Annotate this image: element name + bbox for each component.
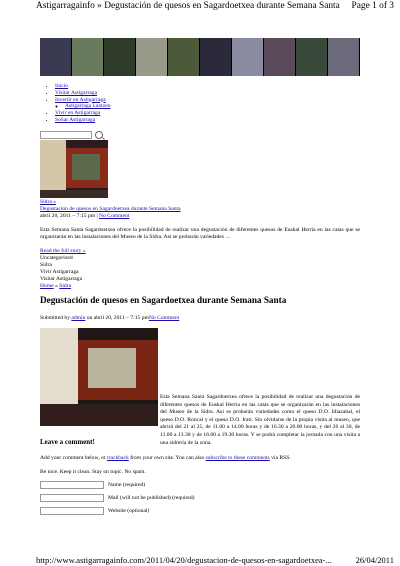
nav-submenu <box>55 103 111 110</box>
teaser-meta <box>40 213 129 220</box>
name-field[interactable] <box>40 481 104 489</box>
nav-item-inicio[interactable] <box>55 83 111 90</box>
breadcrumb-sep: » <box>53 283 60 289</box>
mail-label: Mail (will not be published) (required) <box>108 495 195 501</box>
teaser-title-link[interactable]: Degustación de quesos en Sagardoetxea durante Semana Santa <box>40 206 181 212</box>
category-visitar: Visitar Astigarraga <box>40 276 83 282</box>
article-meta <box>40 315 179 321</box>
nav-item-invertir[interactable] <box>55 97 111 111</box>
comment-rules: Be nice. Keep it clean. Stay on topic. No spam. <box>40 469 146 475</box>
banner-photo <box>104 38 136 76</box>
teaser-title <box>40 206 181 213</box>
comments-intro-text: Add your comment below, or <box>40 455 108 461</box>
header-title: Astigarragainfo » Degustación de quesos en Sagardoetxea durante Semana Santa <box>36 1 340 11</box>
website-label: Website (optional) <box>108 508 150 514</box>
nav-link[interactable]: Astigarraga Lantzen <box>65 103 111 110</box>
page-number: Page 1 of 3 <box>351 1 394 11</box>
mail-field[interactable] <box>40 494 104 502</box>
website-row <box>40 507 149 515</box>
banner-photo <box>296 38 328 76</box>
breadcrumb <box>40 283 71 290</box>
search-form <box>40 131 103 139</box>
subscribe-link[interactable]: subscribe to these comments <box>205 455 270 461</box>
mail-row <box>40 494 195 502</box>
comments-intro-text: from your own site. You can also <box>128 455 206 461</box>
teaser-category <box>40 199 56 206</box>
nav-link[interactable]: Inicio <box>55 83 69 89</box>
nav-link[interactable]: Vivir en Astigarraga <box>55 110 101 117</box>
nav-item-sonar[interactable] <box>55 117 111 124</box>
print-footer <box>36 555 394 565</box>
print-header <box>0 0 400 12</box>
banner-photo <box>136 38 168 76</box>
category-vivir: Vivir Astigarraga <box>40 269 79 275</box>
category-link[interactable]: Sidra » <box>40 199 57 205</box>
banner-photo <box>328 38 360 76</box>
banner-photo <box>200 38 232 76</box>
teaser-date: abril 20, 2011 – 7:15 pm | <box>40 213 98 219</box>
teaser-thumbnail[interactable] <box>40 140 108 198</box>
footer-date: 26/04/2011 <box>355 555 394 565</box>
comments-heading: Leave a comment! <box>40 438 95 446</box>
teaser-excerpt: Esta Semana Santa Sagardoetxea ofrece la posibilidad de realizar una degustación de diferentes quesos de Euskal Herria en las catas que se organizarán en las instalaciones del Museo de la Sidra. Así se probarán variedades … <box>40 227 360 240</box>
category-uncategorized: Uncategorized <box>40 255 73 261</box>
trackback-link[interactable]: trackback <box>107 455 129 461</box>
banner-photo <box>72 38 104 76</box>
read-more <box>40 248 86 255</box>
banner-photo <box>264 38 296 76</box>
search-icon[interactable] <box>95 131 103 139</box>
article-comment-link[interactable]: No Comment <box>148 315 180 321</box>
breadcrumb-current[interactable]: Sidra <box>59 283 72 289</box>
teaser-comment-link[interactable]: No Comment <box>99 213 130 219</box>
comments-intro-text: via RSS. <box>269 455 291 461</box>
submitted-date: on abril 20, 2011 – 7:15 pm <box>85 315 149 321</box>
banner-photo <box>232 38 264 76</box>
nav-item-visitar[interactable] <box>55 90 111 97</box>
banner-photo <box>40 38 72 76</box>
nav-link[interactable]: Soñar Astigarraga <box>55 116 96 123</box>
name-row <box>40 481 145 489</box>
nav-item-vivir[interactable] <box>55 110 111 117</box>
website-field[interactable] <box>40 507 104 515</box>
name-label: Name (required) <box>108 482 146 488</box>
comments-intro <box>40 455 291 462</box>
article-paragraph: Esta Semana Santa Sagardoetxea ofrece la posibilidad de realizar una degustación de diferentes quesos de Euskal Herria en las catas que se organizarán en las instalaciones del Museo de la Sidra. Así se probarán variedades como el queso D.O. Idiazabal, el queso D.O. Roncal y el queso D.O. Irati. Sin olvidarse de la propia visita al museo, que abrirá del 21 al 25, de 11.00 a 14.00 horas y de 16.30 a 20.00 horas, y del 26 al 30, de 11.00 a 13.30 y de 16.00 a 19.30 horas. Y se podrá completar la jornada con una visita a una sidrería de la zona. <box>160 394 360 446</box>
site-banner[interactable] <box>40 38 360 76</box>
nav-link[interactable]: Visitar Astigarraga <box>55 89 98 96</box>
category-sidra: Sidra <box>40 262 52 268</box>
read-more-link[interactable]: Read the full story » <box>40 248 86 254</box>
search-input[interactable] <box>40 131 92 139</box>
nav-link[interactable]: Invertir en Astigarraga <box>55 96 106 103</box>
article-title: Degustación de quesos en Sagardoetxea durante Semana Santa <box>40 295 287 305</box>
author-link[interactable]: admin <box>71 315 86 321</box>
banner-photo <box>168 38 200 76</box>
footer-url: http://www.astigarragainfo.com/2011/04/20/degustacion-de-quesos-en-sagardoetxea-... <box>36 555 332 565</box>
main-nav <box>41 83 111 124</box>
breadcrumb-home[interactable]: Home <box>40 283 54 289</box>
submitted-prefix: Submitted by <box>40 315 72 321</box>
nav-subitem-lantzen[interactable] <box>65 103 111 110</box>
